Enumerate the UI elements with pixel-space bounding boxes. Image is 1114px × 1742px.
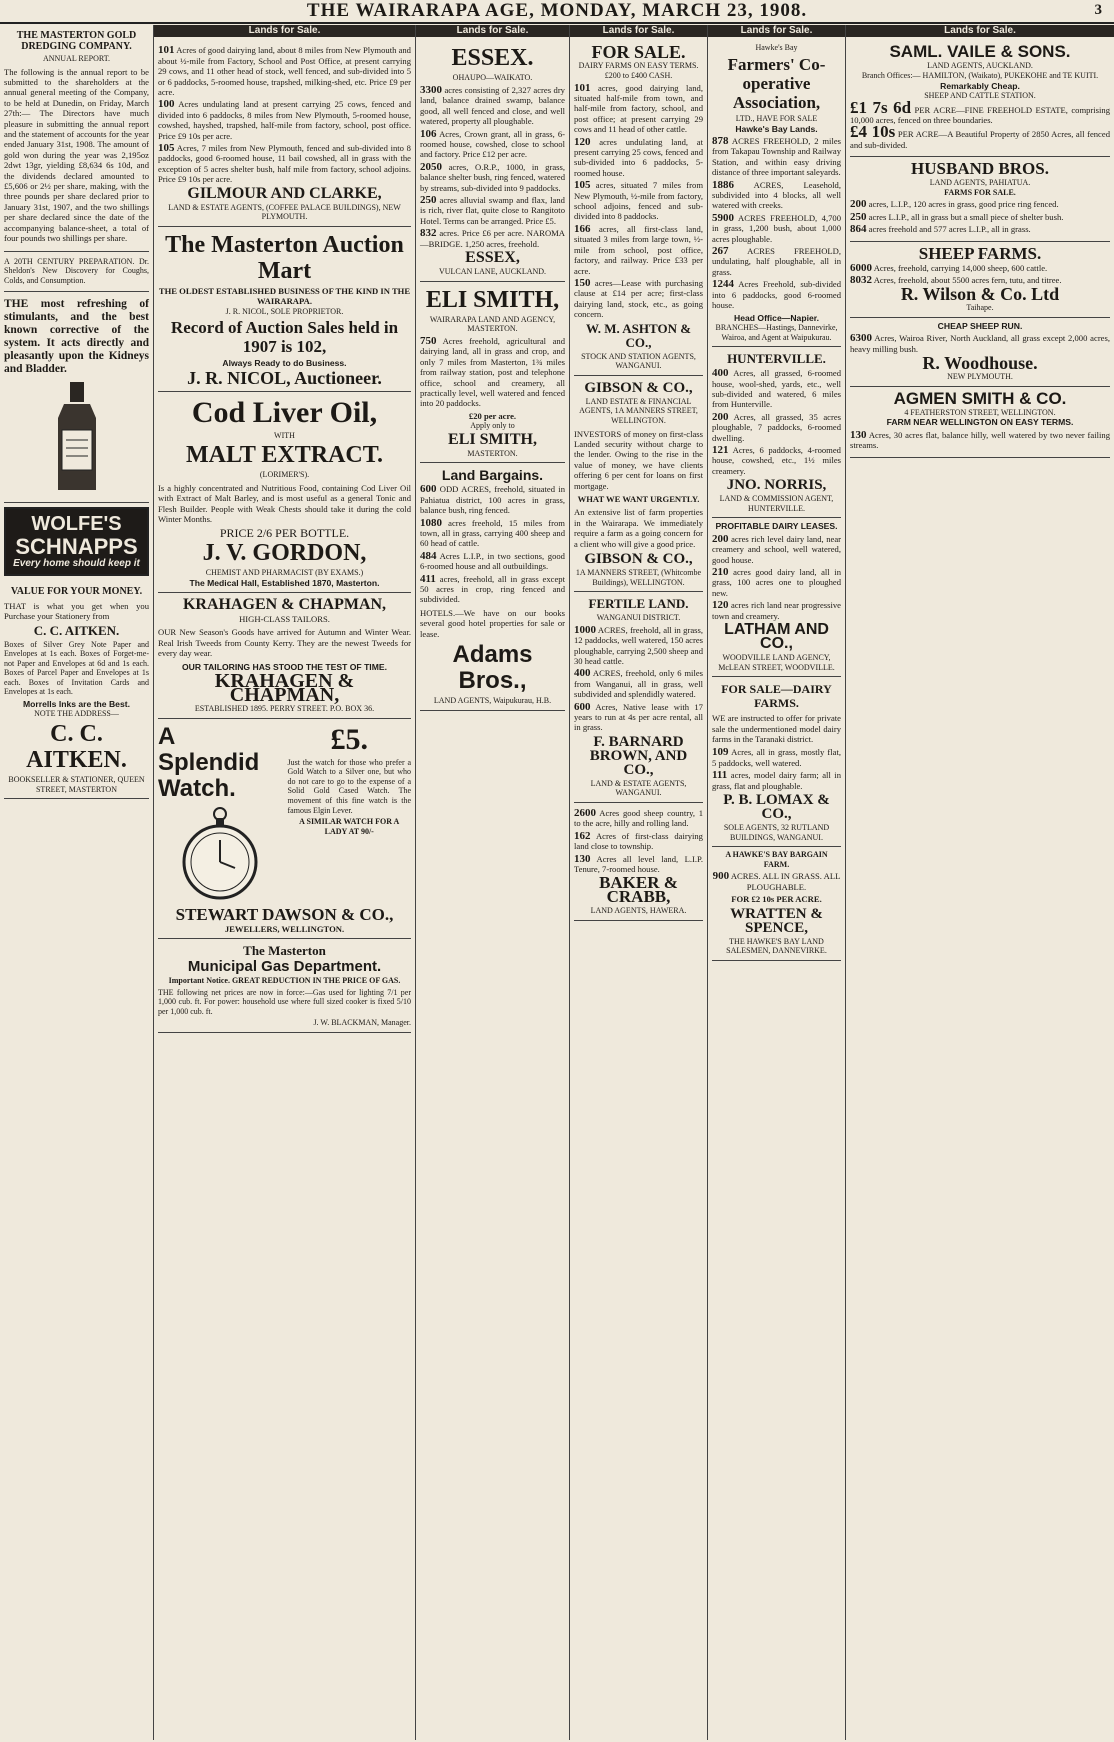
lands-header: Lands for Sale. [846, 25, 1114, 37]
head-office: Head Office—Napier. [733, 312, 819, 323]
similar-watch: A SIMILAR WATCH FOR A LADY AT 90/- [299, 817, 400, 836]
land-listing: 8032 Acres, freehold, about 5500 acres fern, tutu, and titree. [850, 274, 1062, 287]
report-subtitle: ANNUAL REPORT. [42, 54, 111, 63]
eli-smith: ELI SMITH, [425, 286, 560, 313]
hawkes-lands: Hawke's Bay Lands. [735, 123, 818, 134]
gibson-2-sub: 1A MANNERS STREET, (Whitcombe Buildings), WELLINGTON. [575, 567, 702, 587]
gas-notice: Important Notice. GREAT REDUCTION IN THE PRICE OF GAS. [168, 975, 401, 985]
column-1 [0, 25, 154, 1740]
stewart-sub: JEWELLERS, WELLINGTON. [224, 923, 345, 934]
land-listing: 1080 acres freehold, 15 miles from town, all in grass, carrying 400 sheep and 60 head of cattle. [420, 516, 565, 549]
report-title: THE MASTERTON GOLD DREDGING COMPANY. [16, 30, 137, 52]
aitken-big: C. C. AITKEN. [26, 721, 127, 774]
essex-title: ESSEX. [451, 45, 534, 72]
vaile-sons: SAML. VAILE & SONS. [889, 42, 1071, 62]
splendid-watch: A Splendid Watch. [158, 722, 260, 802]
essex-sub: VULCAN LANE, AUCKLAND. [438, 267, 547, 277]
wilson-sub: Taihape. [966, 303, 994, 313]
column-2 [154, 25, 416, 1740]
land-listing: 400 ACRES, freehold, only 6 miles from Wanganui, all in grass, well subdivided and splendidly watered. [574, 667, 703, 700]
latham-sub: WOODVILLE LAND AGENCY, McLEAN STREET, WOODVILLE. [718, 653, 835, 672]
land-listing: 162 Acres of first-class dairying land close to township. [574, 829, 703, 852]
farms-for-sale: FARMS FOR SALE. [944, 187, 1016, 197]
krahagen-title-2: KRAHAGEN & CHAPMAN, [214, 669, 355, 706]
land-listing: 267 ACRES FREEHOLD, undulating, half ploughable, all in grass. [712, 245, 841, 277]
gibson: GIBSON & CO., [584, 379, 693, 396]
land-listing: 166 acres, all first-class land, situated 3 miles from large town, ½-mile from school, post office, factory, and railway. Price £33 per acre. [574, 222, 703, 276]
adams-sub: LAND AGENTS, Waipukurau, H.B. [433, 696, 552, 705]
land-listing: 3300 acres consisting of 2,327 acres dry land, balance drained swamp, balance good, all well fenced and close, and well watered, property all ploughable. [420, 84, 565, 127]
land-listing: 400 Acres, all grassed, 6-roomed house, wool-shed, yards, etc., well sub-divided and watered, 6 miles from Hunterville. [712, 367, 841, 410]
land-bargains: Land Bargains. [441, 467, 544, 484]
krahagen-title: KRAHAGEN & CHAPMAN, [182, 595, 387, 613]
ashton-sub: STOCK AND STATION AGENTS, WANGANUI. [581, 351, 696, 371]
gas-title: The Masterton [243, 942, 326, 958]
wratten-spence: WRATTEN & SPENCE, [730, 905, 823, 936]
land-listing: 484 Acres L.I.P., in two sections, good 6-roomed house and all outbuildings. [420, 549, 565, 572]
barnard-brown-sub: LAND & ESTATE AGENTS, WANGANUI. [590, 778, 687, 798]
hawkes-bay: Hawke's Bay [755, 43, 798, 53]
branches: BRANCHES—Hastings, Dannevirke, Wairoa, and Agent at Waipukurau. [715, 322, 838, 342]
agmen-sub: 4 FEATHERSTON STREET, WELLINGTON. [904, 407, 1056, 417]
wratten-sub: THE HAWKE'S BAY LAND SALESMEN, DANNEVIRKE. [726, 936, 827, 956]
tailors-line: HIGH-CLASS TAILORS. [239, 613, 330, 624]
inks-line: Morrells Inks are the Best. [23, 699, 130, 710]
auction-mart-sub: THE OLDEST ESTABLISHED BUSINESS OF THE KIND IN THE WAIRARAPA. [158, 285, 411, 307]
essex-title-2: ESSEX, [465, 249, 520, 267]
malt-extract: MALT EXTRACT. [186, 442, 383, 469]
lands-header: Lands for Sale. [416, 25, 569, 37]
land-listing: 105 acres, situated 7 miles from New Plymouth, ½-mile from factory, school adjoins, fenced and sub-divided into 8 paddocks. [574, 179, 703, 222]
land-listing: 120 acres undulating land, at present carrying 25 cows, fenced and sub-divided into 6 paddocks, 5-roomed house. [574, 135, 703, 178]
lands-header: Lands for Sale. [154, 25, 415, 37]
stationer-text: THAT is what you get when you Purchase your Stationery from [4, 600, 149, 622]
land-listing: 130 Acres all level land, L.I.P. Tenure, 7-roomed house. [574, 852, 703, 875]
lorimer: (LORIMER'S). [259, 470, 310, 480]
farmers-coop: Farmers' Co-operative Association, [727, 55, 826, 112]
land-listing: £4 10s PER ACRE—A Beautiful Property of 2850 Acres, all fenced and sub-divided. [850, 122, 1110, 150]
land-listing: 130 Acres, 30 acres flat, balance hilly, well watered by two never failing streams. [850, 428, 1110, 451]
land-listing: 6300 Acres, Wairoa River, North Auckland, all grass except 2,000 acres, heavy milling bush. [850, 332, 1110, 354]
stationer-heading: VALUE FOR YOUR MONEY. [10, 585, 143, 597]
land-listing: 210 acres good dairy land, all in grass, 100 acres one to ploughed new. [712, 565, 841, 598]
vaile-sub: LAND AGENTS, AUCKLAND. [927, 61, 1033, 71]
gordon-sub: CHEMIST AND PHARMACIST (BY EXAMS.) [205, 567, 364, 577]
land-listing: 250 acres L.I.P., all in grass but a small piece of shelter bush. [850, 210, 1064, 223]
masthead [0, 0, 1114, 24]
land-listing: 2600 Acres good sheep country, 1 to the acre, hilly and rolling land. [574, 807, 703, 829]
eli-smith-2: ELI SMITH, [448, 430, 537, 448]
land-listing: 106 Acres, Crown grant, all in grass, 6-roomed house, cowshed, close to school and factory. Price £12 per acre. [420, 127, 565, 160]
cod-price: PRICE 2/6 PER BOTTLE. [219, 525, 350, 540]
column-6 [846, 25, 1114, 1740]
land-listing: 111 acres, model dairy farm; all in grass, flat and ploughable. [712, 769, 841, 791]
land-listing: 121 Acres, 6 paddocks, 4-roomed house, cowshed, etc., 1½ miles creamery. [712, 443, 841, 476]
ohaupo: OHAUPO—WAIKATO. [452, 73, 533, 83]
medical-hall: The Medical Hall, Established 1870, Masterton. [189, 577, 380, 588]
bargain-price: FOR £2 10s PER ACRE. [731, 894, 822, 905]
krahagen-stood: OUR TAILORING HAS STOOD THE TEST OF TIME. [182, 661, 387, 672]
land-listing: 900 ACRES. ALL IN GRASS. ALL PLOUGHABLE. [712, 870, 841, 892]
fertile-land: FERTILE LAND. [588, 596, 689, 612]
price-per-acre: £20 per acre. [468, 410, 517, 421]
pocket-watch-illustration [181, 806, 259, 902]
land-listing: 200 Acres, all grassed, 35 acres ploughable, 7 paddocks, 6-roomed dwelling. [712, 410, 841, 443]
cod-liver-oil: Cod Liver Oil, [191, 395, 378, 429]
eli-smith-2-sub: MASTERTON. [467, 448, 518, 458]
ashton: W. M. ASHTON & CO., [585, 320, 692, 350]
auction-record: Record of Auction Sales held in 1907 is 102, [170, 318, 399, 357]
hawkes-bargain: A HAWKE'S BAY BARGAIN FARM. [725, 850, 828, 869]
land-listing: 6000 Acres, freehold, carrying 14,000 sheep, 600 cattle. [850, 261, 1048, 274]
land-listing: 200 acres rich level dairy land, near creamery and school, well watered, good house. [712, 532, 842, 565]
dairy-text: WE are instructed to offer for private sale the undermentioned model dairy farms in the Taranaki district. [712, 713, 841, 744]
land-listing: 100 Acres undulating land at present carrying 25 cows, fenced and divided into 6 paddocks, 8 miles from New Plymouth, 5-roomed house, cowshed, hayshed, trapshed, half-mile from factory, school, post office. Price £9 10s per acre. [158, 98, 411, 141]
gas-manager: J. W. BLACKMAN, Manager. [313, 1018, 411, 1028]
latham: LATHAM AND CO., [724, 621, 829, 652]
lands-header: Lands for Sale. [708, 25, 845, 37]
want-text: An extensive list of farm properties in the Wairarapa. We immediately require a farm as a going concern for a client who will give a good price. [574, 507, 703, 549]
farm-near-wellington: FARM NEAR WELLINGTON ON EASY TERMS. [886, 417, 1074, 428]
woodhouse: R. Woodhouse. [922, 353, 1038, 374]
adams-bros: Adams Bros., [452, 641, 533, 694]
woodhouse-sub: NEW PLYMOUTH. [947, 372, 1013, 382]
auction-mart-title: The Masterton Auction Mart [165, 231, 404, 284]
lomax: P. B. LOMAX & CO., [723, 792, 830, 823]
column-3 [416, 25, 570, 1740]
husband-bros: HUSBAND BROS. [911, 159, 1049, 179]
report-text: The following is the annual report to be submitted to the shareholders at the annual general meeting of the Company, to be held at Dunedin, on Friday, March 27th:— The Directors have much pleasure in submitting the annual report and the statement of accounts for the year ended January 31st, 1908. The amount of gold won during the year was 2,195oz 2dwt 13gr, yielding £8,634 6s 10d, and the dividends declared amounted to £5,606 or 2½ per share, making, with the three pounds per share declared prior to January 31st, 1907, and the two shillings per share declared since the date of the accompanying balance-sheet, a total of four pounds two shillings per share. [4, 66, 149, 244]
agmen-smith: AGMEN SMITH & CO. [893, 388, 1067, 408]
bottle-illustration [50, 382, 104, 492]
land-listing: 250 acres alluvial swamp and flax, land is rich, river flat, quite close to Rangitoto Hotel. Terms can be arranged. Price £5. [420, 194, 565, 226]
land-listing: 1000 ACRES, freehold, all in grass, 12 paddocks, well watered, 150 acres ploughable, carrying 2,500 sheep and 30 head cattle. [574, 623, 703, 666]
newspaper-columns [0, 25, 1114, 1740]
nicol-auctioneer: J. R. NICOL, Auctioneer. [187, 367, 382, 388]
stationery-items: Boxes of Silver Grey Note Paper and Envelopes at 1s each. Boxes of Forget-me-not Paper and Envelopes at 6d and 1s each. Boxes of Parcel Paper and Envelopes at 1s each. Boxes of Invitation Cards and Envelopes at 1s each. [4, 639, 149, 697]
hotels-line: HOTELS.—We have on our books several good hotel properties for sale or lease. [420, 607, 565, 639]
aitken-name: C. C. AITKEN. [33, 622, 120, 638]
land-listing: 109 Acres, all in grass, mostly flat, 5 paddocks, well watered. [712, 746, 841, 768]
baker-crabb: BAKER & CRABB, [599, 873, 678, 907]
gas-title-2: Municipal Gas Department. [187, 957, 382, 975]
hunterville: HUNTERVILLE. [727, 351, 826, 367]
easy-terms: DAIRY FARMS ON EASY TERMS. £200 to £400 CASH. [578, 61, 699, 80]
land-listing: 120 acres rich land near progressive town and creamery. [712, 599, 841, 621]
cheap-sheep-run: CHEAP SHEEP RUN. [937, 321, 1023, 332]
land-listing: 864 acres freehold and 577 acres L.I.P., all in grass. [850, 223, 1031, 236]
with-label: WITH [274, 430, 295, 440]
krahagen-text: OUR New Season's Goods have arrived for Autumn and Winter Wear. Real Irish Tweeds from County Kerry. They are the newest Tweeds for every day wear. [158, 627, 411, 659]
husband-sub: LAND AGENTS, PAHIATUA. [929, 178, 1031, 188]
auction-proprietor: J. R. NICOL, SOLE PROPRIETOR. [225, 306, 344, 316]
land-listing: 101 acres, good dairying land, situated half-mile from town, and half-mile from factory, school, and post office; at present carrying 29 cows and 11 head of other cattle. [574, 81, 703, 135]
lands-header: Lands for Sale. [570, 25, 707, 37]
remarkably-cheap: Remarkably Cheap. [940, 80, 1020, 91]
land-listing: 1886 ACRES, Leasehold, subdivided into 4 blocks, all well watered with creeks. [712, 178, 841, 211]
want-urgently: WHAT WE WANT URGENTLY. [577, 493, 700, 504]
wilson: R. Wilson & Co. Ltd [900, 284, 1060, 305]
cod-text: Is a highly concentrated and Nutritious Food, containing Cod Liver Oil with Extract of Malt Barley, and is most useful as a general Tonic and Flesh Builder. People with Weak Chests should take it during the cold Winter Months. [158, 482, 411, 525]
eli-sub: WAIRARAPA LAND AND AGENCY, MASTERTON. [429, 314, 556, 334]
jno-norris: JNO. NORRIS, [726, 477, 827, 494]
land-listing: 200 acres, L.I.P., 120 acres in grass, good price ring fenced. [850, 198, 1059, 211]
page-number: 3 [1094, 2, 1102, 18]
land-listing: 5900 ACRES FREEHOLD, 4,700 in grass, 1,200 bush, about 1,000 acres ploughable. [712, 211, 841, 244]
for-sale: FOR SALE. [591, 42, 686, 63]
watch-text: Just the watch for those who prefer a Gold Watch to a Silver one, but who do not care to go to the expense of a Solid Gold Cased Watch. The movement of this fine watch is the famous Elgin Lever. [287, 757, 411, 815]
lomax-sub: SOLE AGENTS, 32 RUTLAND BUILDINGS, WANGANUI. [723, 823, 830, 842]
note-address: NOTE THE ADDRESS— [34, 709, 119, 719]
land-listing: 411 acres, freehold, all in grass except 50 acres in crop, ring fenced and subdivided. [420, 572, 565, 605]
aitken-footer: BOOKSELLER & STATIONER, QUEEN STREET, MASTERTON [8, 775, 145, 794]
gilmour-sub: LAND & ESTATE AGENTS, (COFFEE PALACE BUILDINGS), NEW PLYMOUTH. [168, 202, 401, 222]
ltd-for-sale: LTD., HAVE FOR SALE [735, 114, 818, 123]
gilmour-clarke: GILMOUR AND CLARKE, [187, 184, 382, 202]
schnapps-logo: WOLFE'S SCHNAPPS Every home should keep it [4, 507, 149, 575]
land-listing: £1 7s 6d PER ACRE—FINE FREEHOLD ESTATE, comprising 10,000 acres, fenced on three boundaries. [850, 97, 1111, 125]
dairy-farms: FOR SALE—DAIRY FARMS. [721, 682, 832, 711]
column-4 [570, 25, 708, 1740]
land-listing: 750 Acres freehold, agricultural and dairying land, all in grass and crop, and only 7 miles from Masterton, 1¾ miles from railway station, post and telephone office, school and creamery, all practically level, well watered and fenced into 20 paddocks. [420, 334, 565, 409]
newspaper-title: THE WAIRARAPA AGE, MONDAY, MARCH 23, 1908. [306, 0, 808, 21]
vaile-branch: Branch Offices:— HAMILTON, (Waikato), PUKEKOHE and TE KUITI. [861, 71, 1099, 80]
baker-crabb-sub: LAND AGENTS, HAWERA. [590, 906, 687, 916]
norris-sub: LAND & COMMISSION AGENT, HUNTERVILLE. [719, 494, 834, 513]
apply-only: Apply only to [470, 421, 515, 431]
gibson-sub: LAND ESTATE & FINANCIAL AGENTS, 1A MANNERS STREET, WELLINGTON. [579, 396, 698, 425]
land-listing: 1244 Acres Freehold, sub-divided into 6 paddocks, good 6-roomed house. [712, 278, 841, 311]
kidney-ad-text: THE most refreshing of stimulants, and the best known corrective of the system. It acts directly and pleasantly upon the Kidneys and Bladder. [4, 298, 149, 376]
barnard-brown: F. BARNARD BROWN, AND CO., [589, 733, 688, 778]
stewart-dawson: STEWART DAWSON & CO., [175, 904, 394, 924]
investors-text: INVESTORS of money on first-class Landed security without charge to the lender. Owing to the rise in the value of money, we have clients offering 6 per cent for loans on first mortgage. [574, 428, 703, 491]
column-5 [708, 25, 846, 1740]
remedy-notice: A 20TH CENTURY PREPARATION. Dr. Sheldon's New Discovery for Coughs, Colds, and Consumption. [4, 256, 149, 285]
ready-line: Always Ready to do Business. [222, 358, 347, 369]
land-listing: 101 Acres of good dairying land, about 8 miles from New Plymouth and about ½-mile from Factory, School and Post Office, at present carrying 29 cows, and 11 other head of stock, well fenced, and sub-divided into 5 or 6 paddocks, 5-roomed house, trapshed, milking-shed, etc. Price £9 per acre. [158, 44, 411, 98]
land-listing: 150 acres—Lease with purchasing clause at £14 per acre; first-class dairying land, stock, etc., as going concern. [574, 276, 704, 320]
gordon-name: J. V. GORDON, [202, 539, 367, 566]
watch-price: £5. [330, 722, 368, 756]
remark-sub: SHEEP AND CATTLE STATION. [924, 91, 1036, 100]
land-listing: 878 ACRES FREEHOLD, 2 miles from Takapau Township and Railway Station, and within easy driving distance of three important saleyards. [712, 135, 841, 178]
land-listing: 832 acres. Price £6 per acre. NAROMA—BRIDGE. 1,250 acres, freehold. [420, 227, 565, 249]
krahagen-footer: ESTABLISHED 1895. PERRY STREET. P.O. BOX 36. [194, 703, 375, 713]
land-listing: 600 Acres, Native lease with 17 years to run at 4s per acre rental, all in grass. [574, 700, 703, 733]
profitable-leases: PROFITABLE DAIRY LEASES. [715, 521, 838, 532]
gibson-2: GIBSON & CO., [584, 550, 693, 567]
fertile-sub: WANGANUI DISTRICT. [596, 613, 681, 623]
gas-text: THE following net prices are now in force:—Gas used for lighting 7/1 per 1,000 cub. ft. For power: household use where full sized cooker is fixed 5/10 per 1,000 cub. ft. [158, 987, 411, 1016]
land-listing: 600 ODD ACRES, freehold, situated in Pahiatua district, 100 acres in grass, balance bush, ring fenced. [420, 483, 565, 516]
land-listing: 105 Acres, 7 miles from New Plymouth, fenced and sub-divided into 8 paddocks, good 6-roomed house, 11 bail cowshed, all in grass with the exception of 5 acres shelter bush, half mile from factory, school adjoins. Price £9 10s per acre. [158, 142, 411, 185]
sheep-farms: SHEEP FARMS. [918, 243, 1042, 263]
land-listing: 2050 acres, O.R.P., 1000, in grass, balance shelter bush, ring fenced, watered by streams, sub-divided into 9 paddocks. [420, 160, 565, 193]
